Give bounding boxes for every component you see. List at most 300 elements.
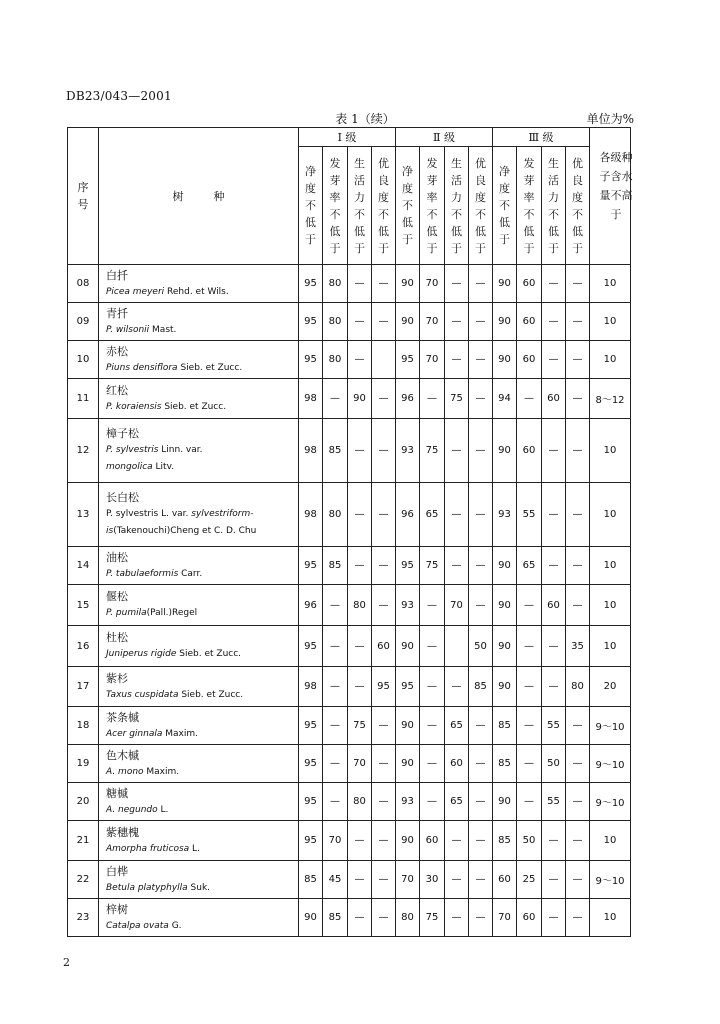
species-chinese-name: 白桦 <box>106 864 128 878</box>
value-cell: — <box>542 419 566 483</box>
species-latin-name: A. negundo L. <box>106 804 169 815</box>
value-cell: 90 <box>396 821 420 861</box>
species-latin-name: P. pumila(Pall.)Regel <box>106 608 198 618</box>
table-row <box>68 341 631 379</box>
value-cell: 85 <box>323 899 348 937</box>
value-cell: — <box>348 419 372 483</box>
moisture-cell: 10 <box>590 265 631 303</box>
value-cell: 65 <box>445 783 469 821</box>
value-cell: — <box>566 419 590 483</box>
value-cell: 80 <box>323 265 348 303</box>
row-species <box>99 821 299 861</box>
row-seq: 15 <box>68 585 99 626</box>
value-cell: 95 <box>396 341 420 379</box>
row-seq: 16 <box>68 626 99 667</box>
value-cell: 65 <box>420 483 445 547</box>
table-row <box>68 821 631 861</box>
header-quality-3: 优良度不低于 <box>566 147 590 265</box>
header-purity-3: 净度不低于 <box>493 147 517 265</box>
value-cell: 96 <box>299 585 323 626</box>
species-latin-name: P. wilsonii Mast. <box>106 324 177 335</box>
value-cell: — <box>372 899 396 937</box>
table-row <box>68 483 631 547</box>
value-cell: — <box>469 265 493 303</box>
moisture-cell: 10 <box>590 899 631 937</box>
value-cell: — <box>348 547 372 585</box>
value-cell: — <box>566 707 590 745</box>
value-cell: — <box>469 547 493 585</box>
value-cell: 70 <box>420 265 445 303</box>
value-cell: — <box>469 899 493 937</box>
value-cell: — <box>517 745 542 783</box>
header-purity-2: 净度不低于 <box>396 147 420 265</box>
table-row <box>68 626 631 667</box>
value-cell: — <box>445 821 469 861</box>
value-cell: 75 <box>420 899 445 937</box>
value-cell: 95 <box>299 783 323 821</box>
value-cell: 70 <box>348 745 372 783</box>
value-cell: — <box>542 899 566 937</box>
header-grade-2: Ⅱ 级 <box>396 128 493 147</box>
header-quality-1: 优良度不低于 <box>372 147 396 265</box>
value-cell: — <box>542 483 566 547</box>
value-cell: — <box>372 303 396 341</box>
species-chinese-name: 白扦 <box>106 268 128 282</box>
header-purity-1: 净度不低于 <box>299 147 323 265</box>
table-row <box>68 783 631 821</box>
value-cell: 70 <box>420 303 445 341</box>
value-cell: 75 <box>420 547 445 585</box>
value-cell: — <box>517 667 542 707</box>
value-cell: 94 <box>493 379 517 419</box>
value-cell: 80 <box>566 667 590 707</box>
value-cell: — <box>566 483 590 547</box>
species-latin-name: P. tabulaeformis Carr. <box>106 568 203 579</box>
value-cell: 90 <box>493 341 517 379</box>
value-cell: 60 <box>493 861 517 899</box>
value-cell: 98 <box>299 419 323 483</box>
value-cell: 80 <box>396 899 420 937</box>
value-cell: 60 <box>445 745 469 783</box>
value-cell: — <box>445 861 469 899</box>
value-cell: — <box>566 379 590 419</box>
value-cell: 90 <box>493 585 517 626</box>
value-cell: — <box>469 585 493 626</box>
value-cell: 85 <box>323 547 348 585</box>
value-cell: — <box>542 341 566 379</box>
value-cell: 70 <box>323 821 348 861</box>
species-latin-name: Picea meyeri Rehd. et Wils. <box>106 286 229 297</box>
header-grade-1: Ⅰ 级 <box>299 128 396 147</box>
table-row <box>68 303 631 341</box>
value-cell: — <box>566 861 590 899</box>
table-row <box>68 667 631 707</box>
moisture-cell: 10 <box>590 483 631 547</box>
header-moisture: 各级种子含水量不高于 <box>599 151 633 221</box>
value-cell: 60 <box>517 341 542 379</box>
value-cell: — <box>469 483 493 547</box>
value-cell: — <box>566 745 590 783</box>
row-species <box>99 341 299 379</box>
value-cell: 90 <box>493 667 517 707</box>
value-cell: 90 <box>493 303 517 341</box>
moisture-cell: 10 <box>590 585 631 626</box>
value-cell: — <box>372 585 396 626</box>
value-cell: 95 <box>299 626 323 667</box>
value-cell: 50 <box>517 821 542 861</box>
value-cell: — <box>469 783 493 821</box>
moisture-cell: 10 <box>590 419 631 483</box>
value-cell: 93 <box>396 783 420 821</box>
header-vigor-1: 生活力不低于 <box>348 147 372 265</box>
species-latin-name: P. sylvestris L. var. sylvestriform- <box>106 509 254 519</box>
row-species <box>99 745 299 783</box>
value-cell: 70 <box>420 341 445 379</box>
table-row <box>68 419 631 483</box>
table-row <box>68 585 631 626</box>
row-seq: 09 <box>68 303 99 341</box>
value-cell: — <box>469 341 493 379</box>
value-cell: — <box>566 821 590 861</box>
value-cell: — <box>372 547 396 585</box>
value-cell: — <box>323 783 348 821</box>
value-cell: — <box>542 265 566 303</box>
row-species <box>99 303 299 341</box>
value-cell: 85 <box>469 667 493 707</box>
moisture-cell: 10 <box>590 626 631 667</box>
value-cell: 90 <box>396 626 420 667</box>
value-cell: — <box>469 303 493 341</box>
value-cell: 95 <box>299 821 323 861</box>
value-cell: 90 <box>348 379 372 419</box>
value-cell: — <box>517 585 542 626</box>
value-cell: — <box>420 585 445 626</box>
value-cell: — <box>372 707 396 745</box>
species-latin-name: A. mono Maxim. <box>106 766 180 777</box>
value-cell: — <box>348 861 372 899</box>
value-cell: 85 <box>493 707 517 745</box>
value-cell: — <box>469 821 493 861</box>
species-chinese-name: 杜松 <box>106 631 128 644</box>
value-cell: 95 <box>299 745 323 783</box>
value-cell: 55 <box>542 783 566 821</box>
row-seq: 22 <box>68 861 99 899</box>
value-cell: 95 <box>396 667 420 707</box>
moisture-cell: 9～10 <box>590 861 631 899</box>
value-cell: 90 <box>493 265 517 303</box>
row-seq: 12 <box>68 419 99 483</box>
value-cell: — <box>445 899 469 937</box>
value-cell: 85 <box>493 745 517 783</box>
value-cell: 70 <box>396 861 420 899</box>
value-cell: — <box>323 379 348 419</box>
value-cell: 90 <box>396 265 420 303</box>
value-cell: 75 <box>420 419 445 483</box>
row-seq: 23 <box>68 899 99 937</box>
value-cell: — <box>323 585 348 626</box>
value-cell: 90 <box>493 626 517 667</box>
row-seq: 13 <box>68 483 99 547</box>
value-cell: 90 <box>493 419 517 483</box>
moisture-cell: 9～10 <box>590 745 631 783</box>
header-germination-2: 发芽率不低于 <box>420 147 445 265</box>
table-row <box>68 379 631 419</box>
header-germination-3: 发芽率不低于 <box>517 147 542 265</box>
value-cell: — <box>372 379 396 419</box>
value-cell: 90 <box>493 547 517 585</box>
species-latin-name: Betula platyphylla Suk. <box>106 882 211 893</box>
value-cell: — <box>469 419 493 483</box>
species-chinese-name: 赤松 <box>106 344 128 358</box>
species-latin-name: Catalpa ovata G. <box>106 920 182 931</box>
moisture-cell: 8～12 <box>590 379 631 419</box>
value-cell: — <box>420 379 445 419</box>
moisture-cell: 9～10 <box>590 783 631 821</box>
seed-quality-table <box>67 127 631 937</box>
row-seq: 17 <box>68 667 99 707</box>
value-cell: — <box>445 547 469 585</box>
row-species <box>99 899 299 937</box>
value-cell: 60 <box>542 379 566 419</box>
value-cell: 90 <box>299 899 323 937</box>
page-number: 2 <box>63 956 70 969</box>
value-cell: 25 <box>517 861 542 899</box>
value-cell: — <box>372 265 396 303</box>
value-cell: — <box>517 707 542 745</box>
row-species <box>99 585 299 626</box>
row-seq: 20 <box>68 783 99 821</box>
value-cell: 55 <box>517 483 542 547</box>
value-cell: 75 <box>445 379 469 419</box>
table-row <box>68 265 631 303</box>
value-cell: — <box>445 483 469 547</box>
value-cell: 60 <box>517 303 542 341</box>
value-cell: — <box>420 783 445 821</box>
row-species <box>99 783 299 821</box>
value-cell: 80 <box>323 483 348 547</box>
species-chinese-name: 长白松 <box>106 491 139 504</box>
value-cell: — <box>517 379 542 419</box>
value-cell: 60 <box>517 419 542 483</box>
row-species <box>99 626 299 667</box>
moisture-cell: 20 <box>590 667 631 707</box>
species-latin-name: P. sylvestris Linn. var. <box>106 445 203 455</box>
value-cell: — <box>348 341 372 379</box>
value-cell: — <box>566 303 590 341</box>
value-cell: — <box>348 483 372 547</box>
value-cell: 70 <box>493 899 517 937</box>
value-cell: — <box>445 341 469 379</box>
row-species <box>99 547 299 585</box>
species-latin-name-cont: mongolica Litv. <box>106 462 175 472</box>
value-cell: — <box>542 626 566 667</box>
value-cell: 80 <box>323 303 348 341</box>
species-latin-name: Taxus cuspidata Sieb. et Zucc. <box>106 689 244 700</box>
moisture-cell: 10 <box>590 821 631 861</box>
row-seq: 11 <box>68 379 99 419</box>
row-species <box>99 419 299 483</box>
row-seq: 14 <box>68 547 99 585</box>
species-chinese-name: 梓树 <box>106 902 128 916</box>
value-cell: 30 <box>420 861 445 899</box>
value-cell: 90 <box>396 303 420 341</box>
value-cell: 80 <box>348 585 372 626</box>
value-cell: 60 <box>542 585 566 626</box>
value-cell: 95 <box>299 707 323 745</box>
value-cell: — <box>542 547 566 585</box>
value-cell: 85 <box>299 861 323 899</box>
value-cell: 90 <box>493 783 517 821</box>
species-latin-name: P. koraiensis Sieb. et Zucc. <box>106 401 227 412</box>
value-cell: 95 <box>299 547 323 585</box>
value-cell: — <box>542 861 566 899</box>
value-cell: 60 <box>420 821 445 861</box>
value-cell: 95 <box>396 547 420 585</box>
value-cell: — <box>566 547 590 585</box>
row-seq: 10 <box>68 341 99 379</box>
header-vigor-2: 生活力不低于 <box>445 147 469 265</box>
value-cell: 95 <box>299 341 323 379</box>
value-cell: — <box>469 707 493 745</box>
value-cell: — <box>445 265 469 303</box>
value-cell: — <box>348 821 372 861</box>
value-cell: — <box>420 626 445 667</box>
value-cell: — <box>372 483 396 547</box>
value-cell: 98 <box>299 483 323 547</box>
species-latin-name-cont: is(Takenouchi)Cheng et C. D. Chu <box>106 526 257 536</box>
value-cell: 85 <box>323 419 348 483</box>
row-species <box>99 483 299 547</box>
value-cell: — <box>372 783 396 821</box>
value-cell: 90 <box>396 707 420 745</box>
value-cell: — <box>445 419 469 483</box>
value-cell: — <box>542 821 566 861</box>
value-cell: 50 <box>469 626 493 667</box>
value-cell: 96 <box>396 483 420 547</box>
value-cell: 60 <box>517 899 542 937</box>
row-species <box>99 707 299 745</box>
species-latin-name: Amorpha fruticosa L. <box>106 843 200 854</box>
header-grade-3: Ⅲ 级 <box>493 128 590 147</box>
value-cell: — <box>445 667 469 707</box>
species-chinese-name: 油松 <box>106 550 128 564</box>
value-cell: 60 <box>372 626 396 667</box>
value-cell: — <box>348 303 372 341</box>
value-cell: — <box>372 821 396 861</box>
species-chinese-name: 色木槭 <box>106 748 139 762</box>
row-seq: 19 <box>68 745 99 783</box>
header-quality-2: 优良度不低于 <box>469 147 493 265</box>
value-cell: — <box>469 379 493 419</box>
value-cell: 98 <box>299 667 323 707</box>
value-cell: — <box>542 303 566 341</box>
value-cell: — <box>420 707 445 745</box>
value-cell: — <box>348 265 372 303</box>
value-cell: 85 <box>493 821 517 861</box>
header-vigor-3: 生活力不低于 <box>542 147 566 265</box>
value-cell: 50 <box>542 745 566 783</box>
row-species <box>99 265 299 303</box>
row-species <box>99 379 299 419</box>
table-row <box>68 861 631 899</box>
row-seq: 08 <box>68 265 99 303</box>
species-latin-name: Piuns densiflora Sieb. et Zucc. <box>106 362 243 373</box>
value-cell: 55 <box>542 707 566 745</box>
value-cell: — <box>323 707 348 745</box>
value-cell: — <box>348 626 372 667</box>
species-chinese-name: 紫穗槐 <box>106 825 139 839</box>
header-germination-1: 发芽率不低于 <box>323 147 348 265</box>
value-cell: 75 <box>348 707 372 745</box>
value-cell: — <box>348 899 372 937</box>
species-chinese-name: 紫杉 <box>106 671 128 685</box>
value-cell: 35 <box>566 626 590 667</box>
value-cell: — <box>566 899 590 937</box>
value-cell: — <box>566 585 590 626</box>
value-cell: — <box>542 667 566 707</box>
value-cell: 80 <box>348 783 372 821</box>
species-chinese-name: 樟子松 <box>106 427 139 440</box>
header-seq: 序号 <box>68 128 99 265</box>
species-chinese-name: 糖槭 <box>106 786 128 800</box>
value-cell: 70 <box>445 585 469 626</box>
unit-label: 单位为% <box>586 112 634 126</box>
table-row <box>68 745 631 783</box>
value-cell: — <box>566 265 590 303</box>
species-latin-name: Juniperus rigide Sieb. et Zucc. <box>106 649 242 659</box>
value-cell: — <box>566 341 590 379</box>
row-seq: 18 <box>68 707 99 745</box>
value-cell: — <box>372 861 396 899</box>
moisture-cell: 9～10 <box>590 707 631 745</box>
species-chinese-name: 偃松 <box>106 590 128 603</box>
table-row <box>68 707 631 745</box>
table-row <box>68 899 631 937</box>
value-cell: — <box>445 303 469 341</box>
value-cell: — <box>323 745 348 783</box>
value-cell: 90 <box>396 745 420 783</box>
value-cell: 60 <box>517 265 542 303</box>
value-cell: 80 <box>323 341 348 379</box>
value-cell: 93 <box>396 585 420 626</box>
value-cell: 95 <box>299 265 323 303</box>
row-seq: 21 <box>68 821 99 861</box>
moisture-cell: 10 <box>590 341 631 379</box>
document-code: DB23/043—2001 <box>66 89 172 103</box>
species-chinese-name: 茶条槭 <box>106 710 139 724</box>
value-cell: 93 <box>396 419 420 483</box>
value-cell: 98 <box>299 379 323 419</box>
value-cell: — <box>323 626 348 667</box>
species-latin-name: Acer ginnala Maxim. <box>106 728 198 739</box>
value-cell <box>372 341 396 379</box>
value-cell: — <box>323 667 348 707</box>
table-title: 表 1（续） <box>335 112 395 126</box>
moisture-cell: 10 <box>590 547 631 585</box>
value-cell: 93 <box>493 483 517 547</box>
species-chinese-name: 青扦 <box>106 306 128 320</box>
value-cell <box>445 626 469 667</box>
value-cell: — <box>517 626 542 667</box>
value-cell: — <box>517 783 542 821</box>
value-cell: 65 <box>445 707 469 745</box>
value-cell: — <box>348 667 372 707</box>
value-cell: — <box>372 419 396 483</box>
value-cell: — <box>566 783 590 821</box>
species-chinese-name: 红松 <box>106 383 128 397</box>
value-cell: 95 <box>372 667 396 707</box>
moisture-cell: 10 <box>590 303 631 341</box>
